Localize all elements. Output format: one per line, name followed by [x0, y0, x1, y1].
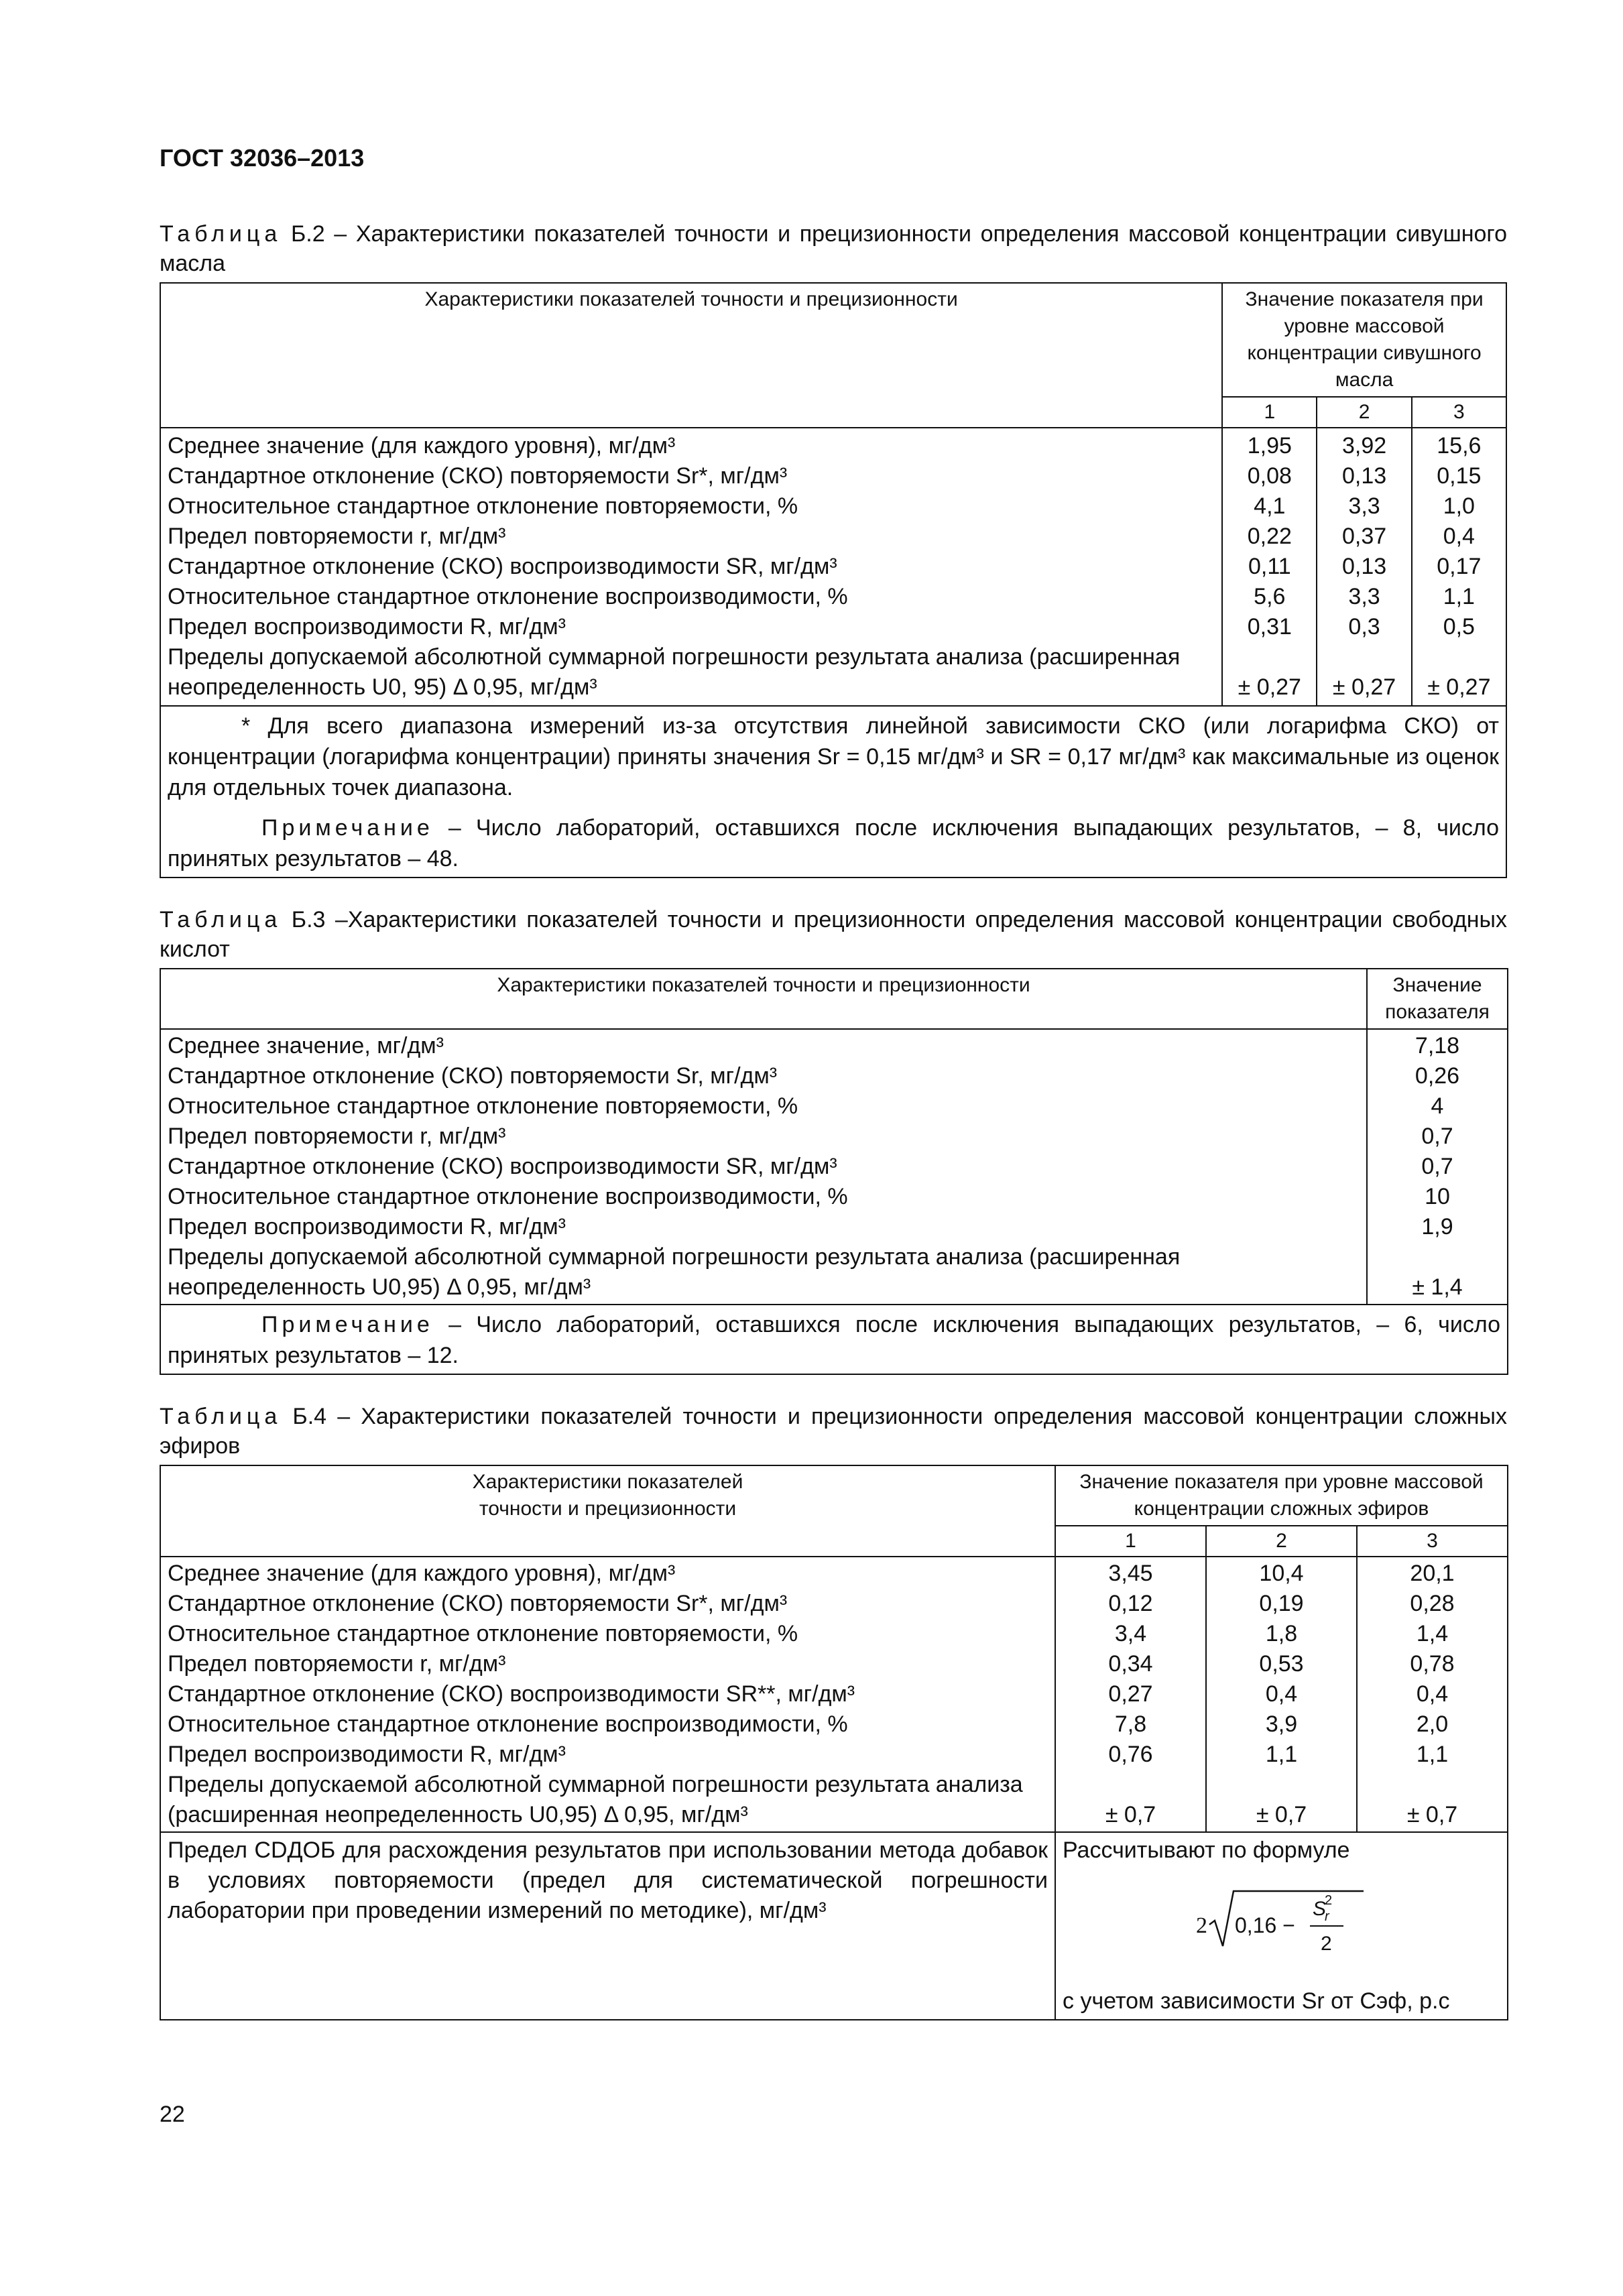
table-b4-labels [160, 1557, 1055, 1832]
table-cell: 0,13 [1341, 554, 1387, 579]
table-cell: ± 0,7 [1256, 1802, 1307, 1827]
table-b4-caption-word: Таблица [160, 1404, 282, 1429]
table-b2-footnote: * Для всего диапазона измерений из-за отсутствия линейной зависимости СКО (или логарифма СКО) от концентрации (логарифма концентрации) приняты значения Sr = 0,15 мг/дм³ и SR = 0,17 мг/дм³ как максимальные из оценок для отдельных точек диапазона. [168, 713, 1499, 800]
table-cell: 0,4 [1443, 524, 1475, 549]
table-cell: 0,4 [1416, 1681, 1449, 1707]
table-cell: 0,7 [1421, 1124, 1453, 1149]
note-label: Примечание [261, 815, 434, 841]
table-row-label: Относительное стандартное отклонение повторяемости, % [168, 1093, 798, 1119]
table-cell: 0,15 [1437, 463, 1482, 489]
table-cell: 0,13 [1341, 463, 1387, 489]
table-cell: 20,1 [1410, 1561, 1455, 1586]
table-cell: 0,4 [1265, 1681, 1298, 1707]
table-b2-body [160, 428, 1506, 706]
table-cell: 3,45 [1108, 1561, 1153, 1586]
cd-formula [1063, 1886, 1500, 1959]
table-b3 [160, 968, 1508, 1375]
table-b2-labels [160, 428, 1222, 706]
table-row-label: Предел воспроизводимости R, мг/дм³ [168, 614, 566, 640]
table-cell: 0,31 [1247, 614, 1292, 640]
table-row-label: Относительное стандартное отклонение повторяемости, % [168, 493, 798, 519]
table-b4-value-header: Значение показателя при уровне массовой концентрации сложных эфиров [1055, 1465, 1508, 1526]
table-cell: ± 0,7 [1406, 1802, 1458, 1827]
note-label: Примечание [261, 1312, 434, 1337]
table-row-label: Пределы допускаемой абсолютной суммарной погрешности результата анализа (расширенная неопределенность U0,95) Δ 0,95, мг/дм³ [168, 1244, 1181, 1300]
table-cell: 0,28 [1410, 1591, 1455, 1616]
table-b4-level-2: 2 [1206, 1526, 1357, 1557]
table-cell: 0,27 [1108, 1681, 1153, 1707]
table-cell: 0,34 [1108, 1651, 1153, 1677]
table-row-label: Пределы допускаемой абсолютной суммарной погрешности результата анализа (расширенная неопределенность U0,95) Δ 0,95, мг/дм³ [168, 1772, 1023, 1827]
table-cell: 2,0 [1416, 1711, 1449, 1737]
table-row-label: Относительное стандартное отклонение воспроизводимости, % [168, 584, 848, 609]
table-b4-col-1 [1055, 1557, 1206, 1832]
table-row-label: Стандартное отклонение (СКО) повторяемости Sr, мг/дм³ [168, 1063, 778, 1089]
table-row-label: Среднее значение (для каждого уровня), мг/дм³ [168, 1561, 676, 1586]
table-cell: 10,4 [1259, 1561, 1304, 1586]
table-b2-note [168, 812, 1499, 874]
table-row-label: Стандартное отклонение (СКО) повторяемости Sr*, мг/дм³ [168, 463, 788, 489]
table-b2-notes [160, 706, 1506, 878]
table-cell: 7,18 [1415, 1033, 1460, 1059]
table-b2-level-2: 2 [1317, 397, 1411, 428]
table-cell: 1,1 [1265, 1742, 1298, 1767]
table-cell: 15,6 [1437, 433, 1482, 459]
table-cell: 1,9 [1421, 1214, 1453, 1240]
table-cell: 4,1 [1254, 493, 1286, 519]
table-cell: 0,08 [1247, 463, 1292, 489]
note-text: – Число лабораторий, оставшихся после исключения выпадающих результатов, – 8, число принятых результатов – 48. [168, 815, 1499, 871]
table-b2-column-header: Характеристики показателей точности и прецизионности [160, 283, 1222, 428]
table-cell: 5,6 [1254, 584, 1286, 609]
table-b3-caption-text: Б.3 –Характеристики показателей точности и прецизионности определения массовой концентрации свободных кислот [160, 907, 1507, 962]
document-page [160, 144, 1507, 2020]
table-row-label: Предел воспроизводимости R, мг/дм³ [168, 1742, 566, 1767]
table-row-label: Относительное стандартное отклонение воспроизводимости, % [168, 1711, 848, 1737]
table-b4-level-3: 3 [1357, 1526, 1508, 1557]
table-b4-cd-label: Предел CDДОБ для расхождения результатов при использовании метода добавок в условиях повторяемости (предел для систематической погрешности лаборатории при проведении измерений по методике), мг/дм³ [160, 1832, 1055, 2020]
table-cell: 0,5 [1443, 614, 1475, 640]
table-b4-caption [160, 1402, 1507, 1461]
table-b3-notes [160, 1305, 1508, 1374]
table-row-label: Стандартное отклонение (СКО) воспроизводимости SR, мг/дм³ [168, 1154, 837, 1179]
table-cell: 0,17 [1437, 554, 1482, 579]
table-row-label: Стандартное отклонение (СКО) повторяемости Sr*, мг/дм³ [168, 1591, 788, 1616]
table-b4-column-header: Характеристики показателей точности и прецизионности [160, 1465, 1055, 1557]
table-cell: ± 0,7 [1105, 1802, 1156, 1827]
table-cell: ± 0,27 [1332, 674, 1396, 700]
table-cell: 7,8 [1114, 1711, 1147, 1737]
table-b4-col-2 [1206, 1557, 1357, 1832]
table-b3-caption [160, 905, 1507, 964]
table-b2-col-1 [1222, 428, 1317, 706]
table-cell: 1,8 [1265, 1621, 1298, 1646]
table-cell: 3,9 [1265, 1711, 1298, 1737]
table-cell: 3,4 [1114, 1621, 1147, 1646]
table-b3-column-header: Характеристики показателей точности и прецизионности [160, 969, 1367, 1029]
table-row-label: Среднее значение (для каждого уровня), мг/дм³ [168, 433, 676, 459]
table-b4-body [160, 1557, 1508, 1832]
table-b3-values [1367, 1029, 1508, 1305]
table-cell: 0,78 [1410, 1651, 1455, 1677]
table-b4-cd-row [160, 1832, 1508, 2020]
table-b2-level-3: 3 [1412, 397, 1506, 428]
table-row-label: Относительное стандартное отклонение повторяемости, % [168, 1621, 798, 1646]
table-b2-value-header: Значение показателя при уровне массовой концентрации сивушного масла [1222, 283, 1506, 397]
table-row-label: Предел повторяемости r, мг/дм³ [168, 1651, 506, 1677]
svg-text:0,16 −: 0,16 − [1234, 1913, 1295, 1937]
table-b2-caption-text: Б.2 – Характеристики показателей точности и прецизионности определения массовой концентрации сивушного масла [160, 221, 1507, 276]
table-cell: 3,3 [1348, 493, 1380, 519]
table-row-label: Предел воспроизводимости R, мг/дм³ [168, 1214, 566, 1240]
table-b2-caption [160, 219, 1507, 278]
table-cell: 1,95 [1247, 433, 1292, 459]
table-b2-col-3 [1412, 428, 1506, 706]
table-cell: 1,0 [1443, 493, 1475, 519]
document-header: ГОСТ 32036–2013 [160, 144, 365, 172]
table-cell: 1,1 [1443, 584, 1475, 609]
table-b3-caption-word: Таблица [160, 907, 282, 932]
table-b3-note [168, 1309, 1500, 1371]
table-cell: 0,53 [1259, 1651, 1304, 1677]
table-b2 [160, 282, 1507, 878]
table-cell: 0,19 [1259, 1591, 1304, 1616]
table-cell: 1,1 [1416, 1742, 1449, 1767]
table-cell: 3,92 [1341, 433, 1387, 459]
table-cell: 0,12 [1108, 1591, 1153, 1616]
table-cell: 0,26 [1415, 1063, 1460, 1089]
table-b4-caption-text: Б.4 – Характеристики показателей точности и прецизионности определения массовой концентрации сложных эфиров [160, 1404, 1507, 1459]
table-b4-cd-formula-cell [1055, 1832, 1508, 2020]
table-b3-body [160, 1029, 1508, 1305]
table-cell: 4 [1431, 1093, 1444, 1119]
svg-text:r: r [1324, 1909, 1329, 1924]
table-cell: 0,11 [1248, 554, 1291, 579]
page-number: 22 [160, 2102, 185, 2127]
table-cell: 3,3 [1348, 584, 1380, 609]
table-cell: 0,7 [1421, 1154, 1453, 1179]
table-row-label: Пределы допускаемой абсолютной суммарной погрешности результата анализа (расширенная неопределенность U0, 95) Δ 0,95, мг/дм³ [168, 644, 1181, 700]
table-row-label: Предел повторяемости r, мг/дм³ [168, 524, 506, 549]
table-cell: ± 1,4 [1412, 1274, 1463, 1300]
table-row-label: Стандартное отклонение (СКО) воспроизводимости SR, мг/дм³ [168, 554, 837, 579]
svg-text:S: S [1312, 1898, 1326, 1920]
table-b2-col-2 [1317, 428, 1411, 706]
formula-intro: Рассчитывают по формуле [1063, 1837, 1350, 1863]
formula-outro: с учетом зависимости Sr от Cэф, р.с [1063, 1988, 1450, 2014]
table-cell: 0,37 [1341, 524, 1387, 549]
table-cell: 1,4 [1416, 1621, 1449, 1646]
table-cell: ± 0,27 [1427, 674, 1491, 700]
table-b2-caption-word: Таблица [160, 221, 282, 247]
svg-text:2: 2 [1324, 1893, 1332, 1908]
table-b4-col-3 [1357, 1557, 1508, 1832]
table-b4 [160, 1465, 1508, 2020]
table-cell: 0,3 [1348, 614, 1380, 640]
note-text: – Число лабораторий, оставшихся после исключения выпадающих результатов, – 6, число принятых результатов – 12. [168, 1312, 1500, 1368]
svg-text:2: 2 [1320, 1933, 1332, 1955]
table-row-label: Относительное стандартное отклонение воспроизводимости, % [168, 1184, 848, 1209]
table-row-label: Среднее значение, мг/дм³ [168, 1033, 444, 1059]
table-b3-value-header: Значение показателя [1367, 969, 1508, 1029]
svg-text:2: 2 [1195, 1913, 1207, 1938]
table-b2-level-1: 1 [1222, 397, 1317, 428]
table-cell: 10 [1425, 1184, 1450, 1209]
table-row-label: Предел повторяемости r, мг/дм³ [168, 1124, 506, 1149]
table-cell: 0,76 [1108, 1742, 1153, 1767]
table-b4-level-1: 1 [1055, 1526, 1206, 1557]
table-row-label: Стандартное отклонение (СКО) воспроизводимости SR**, мг/дм³ [168, 1681, 855, 1707]
table-cell: 0,22 [1247, 524, 1292, 549]
table-b3-labels [160, 1029, 1367, 1305]
sqrt-formula-graphic [1195, 1886, 1369, 1959]
table-cell: ± 0,27 [1238, 674, 1301, 700]
